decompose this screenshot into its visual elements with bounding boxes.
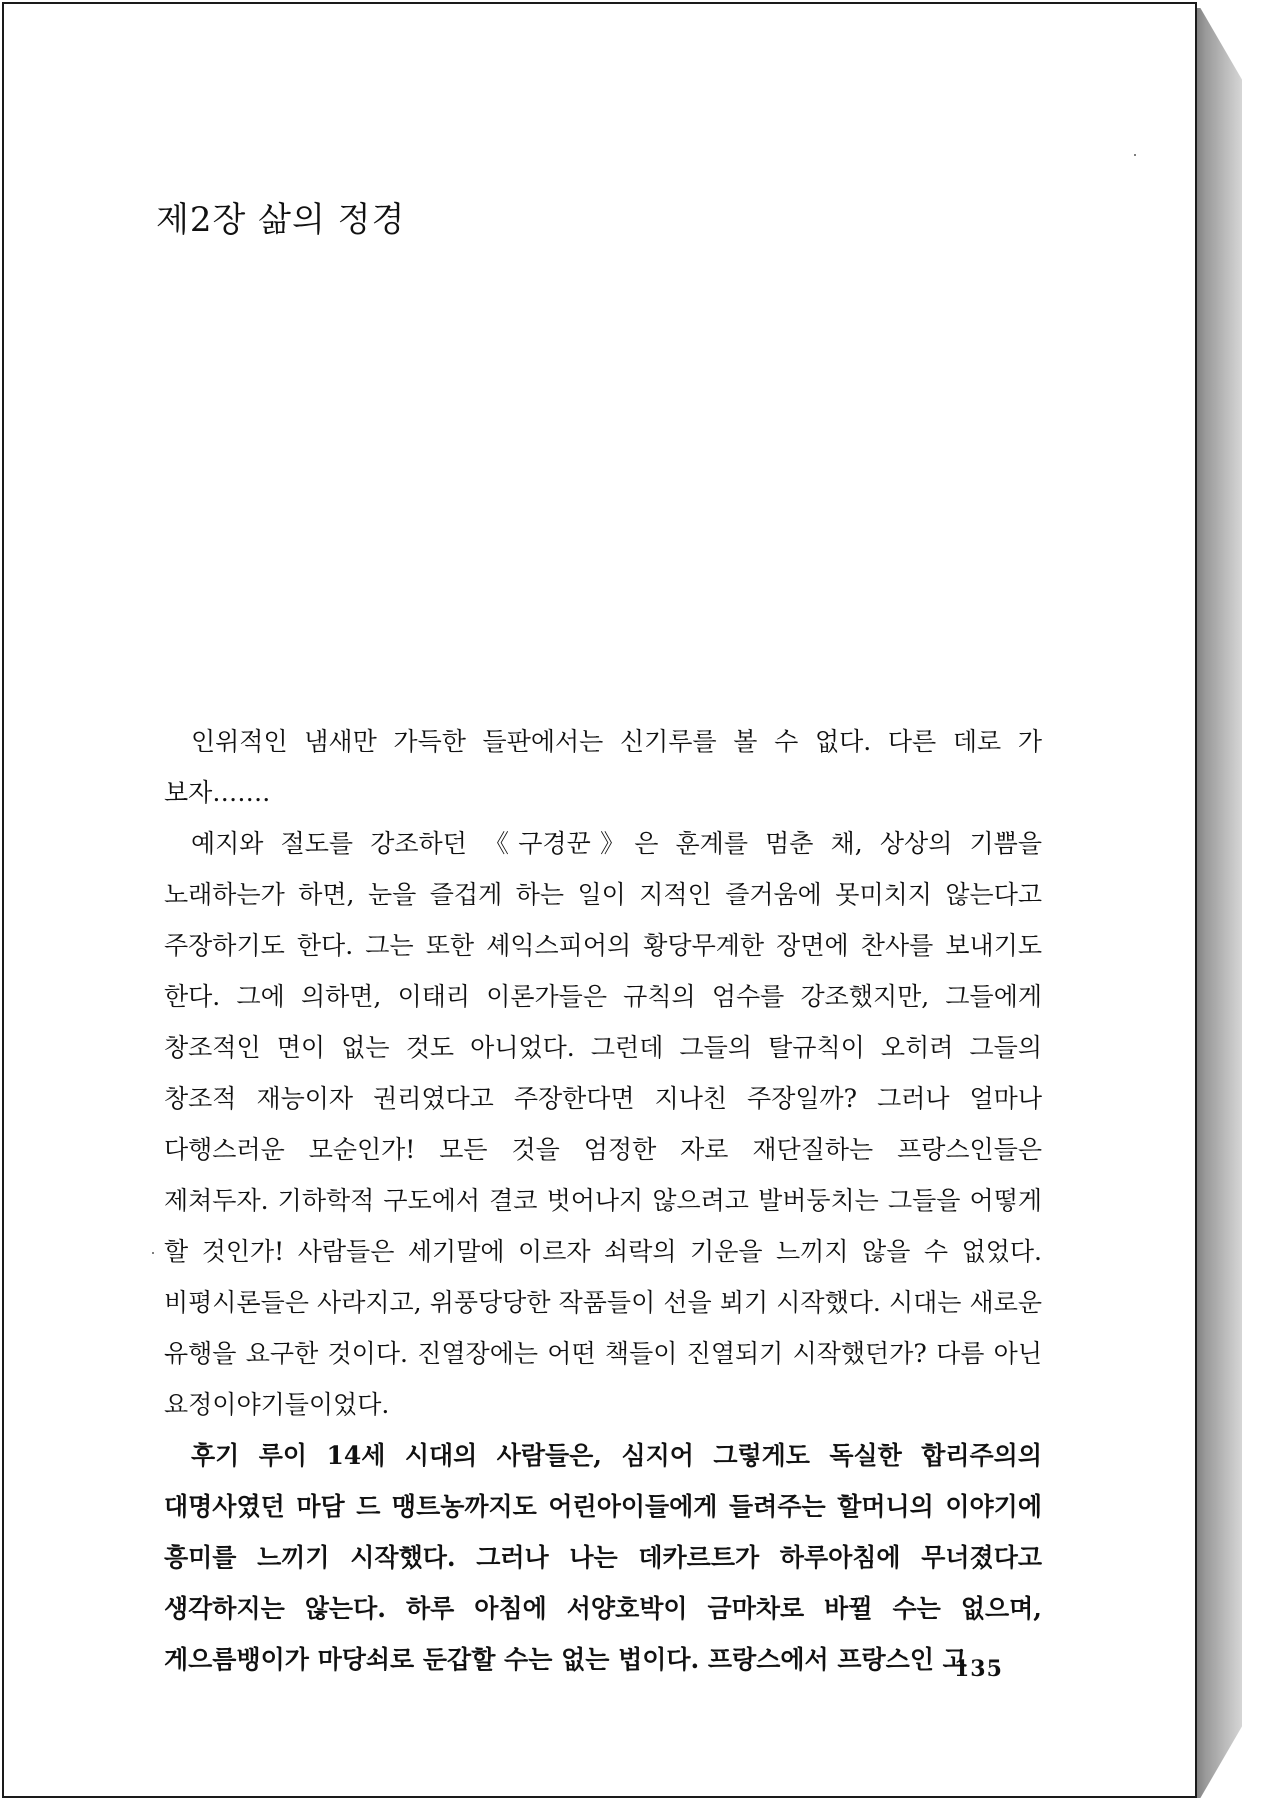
chapter-title: 제2장 삶의 정경 [156, 200, 406, 240]
body-text [164, 716, 1042, 1685]
paragraph-3: 후기 루이 14세 시대의 사람들은, 심지어 그렇게도 독실한 합리주의의 대명사였던 마담 드 맹트농까지도 어린아이들에게 들려주는 할머니의 이야기에 흥미를 느끼기 시작했다. 그러나 나는 데카르트가 하루아침에 무너졌다고 생각하지는 않는다. 하루 아침에 서양호박이 금마차로 바뀔 수는 없으며, 게으름뱅이가 마당쇠로 둔갑할 수는 없는 법이다. 프랑스에서 프랑스인 고 [164, 1441, 1042, 1674]
paragraph-2: 예지와 절도를 강조하던 《구경꾼》은 훈계를 멈춘 채, 상상의 기쁨을 노래하는가 하면, 눈을 즐겁게 하는 일이 지적인 즐거움에 못미치지 않는다고 주장하기도 한다. 그는 또한 셰익스피어의 황당무계한 장면에 찬사를 보내기도 한다. 그에 의하면, 이태리 이론가들은 규칙의 엄수를 강조했지만, 그들에게 창조적인 면이 없는 것도 아니었다. 그런데 그들의 탈규칙이 오히려 그들의 창조적 재능이자 권리였다고 주장한다면 지나친 주장일까? 그러나 얼마나 다행스러운 모순인가! 모든 것을 엄정한 자로 재단질하는 프랑스인들은 제쳐두자. 기하학적 구도에서 결코 벗어나지 않으려고 발버둥치는 그들을 어떻게 할 것인가! 사람들은 세기말에 이르자 쇠락의 기운을 느끼지 않을 수 없었다. 비평시론들은 사라지고, 위풍당당한 작품들이 선을 뵈기 시작했다. 시대는 새로운 유행을 요구한 것이다. 진열장에는 어떤 책들이 진열되기 시작했던가? 다름 아닌 요정이야기들이었다. [164, 829, 1042, 1419]
paragraph-1: 인위적인 냄새만 가득한 들판에서는 신기루를 볼 수 없다. 다른 데로 가 보자……. [164, 727, 1042, 807]
page-number: 135 [954, 1656, 1003, 1682]
scan-speck [152, 1252, 154, 1254]
scan-speck [1134, 154, 1136, 156]
book-page [2, 2, 1197, 1798]
page-edge-shadow [1190, 8, 1242, 1798]
